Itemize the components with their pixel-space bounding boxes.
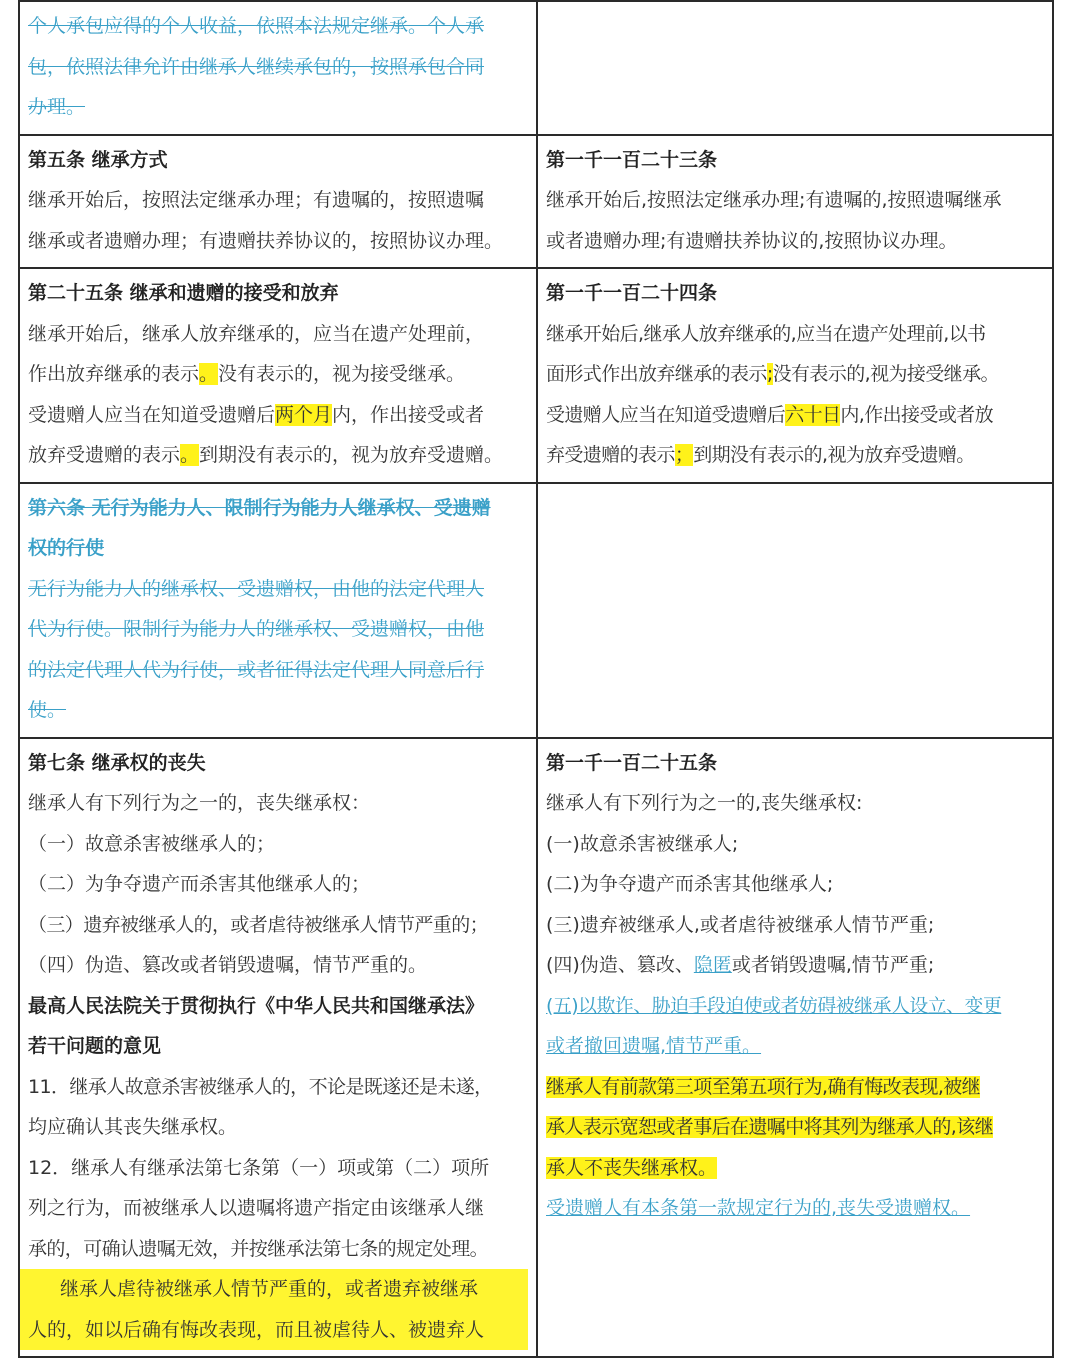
highlighted-text-line xyxy=(546,1067,1044,1108)
highlighted-text-line xyxy=(546,1107,1044,1148)
highlighted-text: 。 xyxy=(180,444,200,466)
text-line xyxy=(546,395,1044,436)
text-run: 面形式作出放弃继承的表示 xyxy=(546,363,767,385)
text-line: 均应确认其丧失继承权。 xyxy=(28,1116,238,1138)
text-line xyxy=(28,395,528,436)
highlighted-text-line: 继承人虐待被继承人情节严重的，或者遗弃被继承 xyxy=(20,1269,528,1310)
text-run: 弃受遗赠的表示 xyxy=(546,444,675,466)
table-row xyxy=(19,738,1053,1358)
article-title: 第五条 继承方式 xyxy=(28,148,168,171)
text-line xyxy=(546,945,1044,986)
text-line xyxy=(546,435,1044,476)
text-line: 继承开始后,按照法定继承办理;有遗嘱的,按照遗嘱继承 xyxy=(546,189,1002,211)
old-law-cell xyxy=(19,1,537,135)
highlighted-text: ； xyxy=(674,444,694,466)
highlighted-text-line: 人的，如以后确有悔改表现，而且被虐待人、被遗弃人 xyxy=(20,1310,528,1351)
text-line: 继承开始后,继承人放弃继承的,应当在遗产处理前,以书 xyxy=(546,322,986,345)
text-line: （一）故意杀害被继承人的； xyxy=(28,832,276,855)
inserted-text-line: (五)以欺诈、胁迫手段迫使或者妨碍被继承人设立、变更 xyxy=(546,994,1002,1017)
highlighted-text: 承人表示宽恕或者事后在遗嘱中将其列为继承人的,该继 xyxy=(546,1116,994,1138)
highlighted-text: 承人不丧失继承权。 xyxy=(546,1156,718,1179)
text-line: 或者遗赠办理;有遗赠扶养协议的,按照协议办理。 xyxy=(546,229,958,252)
article-title: 第一千一百二十四条 xyxy=(546,282,718,304)
highlighted-text: ; xyxy=(766,363,773,385)
opinion-title: 最高人民法院关于贯彻执行《中华人民共和国继承法》 xyxy=(28,994,485,1017)
text-line: 11．继承人故意杀害被继承人的，不论是既遂还是未遂， xyxy=(28,1075,493,1098)
deleted-article-title: 第六条 无行为能力人、限制行为能力人继承权、受遗赠 xyxy=(28,496,491,519)
article-title: 第二十五条 继承和遗赠的接受和放弃 xyxy=(28,282,339,304)
text-line: 继承开始后，按照法定继承办理；有遗嘱的，按照遗嘱 xyxy=(28,189,485,211)
old-law-cell xyxy=(19,268,537,483)
text-run: 受遗赠人应当在知道受遗赠后 xyxy=(546,403,786,426)
old-law-cell xyxy=(19,738,537,1358)
deleted-text-line: 个人承包应得的个人收益，依照本法规定继承。个人承 xyxy=(28,15,485,37)
text-run: (四)伪造、篡改、 xyxy=(546,954,694,976)
table-row xyxy=(19,1,1053,135)
opinion-title: 若干问题的意见 xyxy=(28,1035,162,1057)
text-line: （四）伪造、篡改或者销毁遗嘱，情节严重的。 xyxy=(28,954,428,976)
text-line xyxy=(28,354,528,395)
table-row xyxy=(19,268,1053,483)
article-title: 第七条 继承权的丧失 xyxy=(28,751,206,774)
deleted-text-line: 的法定代理人代为行使，或者征得法定代理人同意后行 xyxy=(28,658,485,681)
text-run: 作出放弃继承的表示 xyxy=(28,363,200,385)
deleted-article-title: 权的行使 xyxy=(28,537,105,559)
highlighted-text: 。 xyxy=(199,363,219,385)
text-line: 继承开始后，继承人放弃继承的，应当在遗产处理前， xyxy=(28,322,485,345)
text-line: 承的，可确认遗嘱无效，并按继承法第七条的规定处理。 xyxy=(28,1237,489,1260)
inserted-text-line: 或者撤回遗嘱,情节严重。 xyxy=(546,1035,762,1057)
text-run: 没有表示的,视为接受继承。 xyxy=(772,363,999,385)
text-line: 12．继承人有继承法第七条第（一）项或第（二）项所 xyxy=(28,1156,490,1179)
deleted-text-line: 办理。 xyxy=(28,96,86,118)
inserted-text-line: 受遗赠人有本条第一款规定行为的,丧失受遗赠权。 xyxy=(546,1197,971,1219)
deleted-text-line: 无行为能力人的继承权、受遗赠权，由他的法定代理人 xyxy=(28,577,485,600)
text-run: 放弃受遗赠的表示 xyxy=(28,444,181,466)
text-run: 到期没有表示的,视为放弃受遗赠。 xyxy=(693,444,975,466)
article-title: 第一千一百二十五条 xyxy=(546,751,718,774)
old-law-cell xyxy=(19,135,537,269)
text-line: (三)遗弃被继承人,或者虐待被继承人情节严重; xyxy=(546,913,935,936)
new-law-cell xyxy=(537,268,1053,483)
highlighted-text: 六十日 xyxy=(785,403,841,426)
deleted-text-line: 代为行使。限制行为能力人的继承权、受遗赠权，由他 xyxy=(28,618,485,640)
table-row xyxy=(19,135,1053,269)
highlighted-text: 两个月 xyxy=(275,403,333,426)
highlighted-text-line xyxy=(546,1148,1044,1189)
text-line: 列之行为，而被继承人以遗嘱将遗产指定由该继承人继 xyxy=(28,1197,485,1219)
text-run: 到期没有表示的，视为放弃受遗赠。 xyxy=(199,444,504,466)
new-law-cell xyxy=(537,483,1053,738)
text-line: （二）为争夺遗产而杀害其他继承人的； xyxy=(28,873,371,895)
law-comparison-table xyxy=(18,0,1054,1358)
text-line: 继承人有下列行为之一的，丧失继承权： xyxy=(28,792,371,814)
text-line xyxy=(28,435,528,476)
deleted-text-line: 使。 xyxy=(28,699,67,721)
text-run: 或者销毁遗嘱,情节严重; xyxy=(731,954,935,976)
new-law-cell xyxy=(537,1,1053,135)
text-run: 内，作出接受或者 xyxy=(332,403,485,426)
text-line: 继承或者遗赠办理；有遗赠扶养协议的，按照协议办理。 xyxy=(28,229,504,252)
table-row xyxy=(19,483,1053,738)
text-line: 继承人有下列行为之一的,丧失继承权: xyxy=(546,792,863,814)
new-law-cell xyxy=(537,738,1053,1358)
text-run: 内,作出接受或者放 xyxy=(840,403,994,426)
new-law-cell xyxy=(537,135,1053,269)
text-run: 受遗赠人应当在知道受遗赠后 xyxy=(28,403,276,426)
text-line xyxy=(546,354,1044,395)
text-line: （三）遗弃被继承人的，或者虐待被继承人情节严重的； xyxy=(28,913,489,936)
old-law-cell xyxy=(19,483,537,738)
highlighted-text: 继承人有前款第三项至第五项行为,确有悔改表现,被继 xyxy=(546,1075,981,1098)
article-title: 第一千一百二十三条 xyxy=(546,148,718,171)
inserted-text: 隐匿 xyxy=(693,954,732,976)
text-line: (一)故意杀害被继承人; xyxy=(546,832,739,855)
text-line: (二)为争夺遗产而杀害其他继承人; xyxy=(546,873,834,895)
deleted-text-line: 包，依照法律允许由继承人继续承包的，按照承包合同 xyxy=(28,55,485,78)
text-run: 没有表示的，视为接受继承。 xyxy=(218,363,466,385)
